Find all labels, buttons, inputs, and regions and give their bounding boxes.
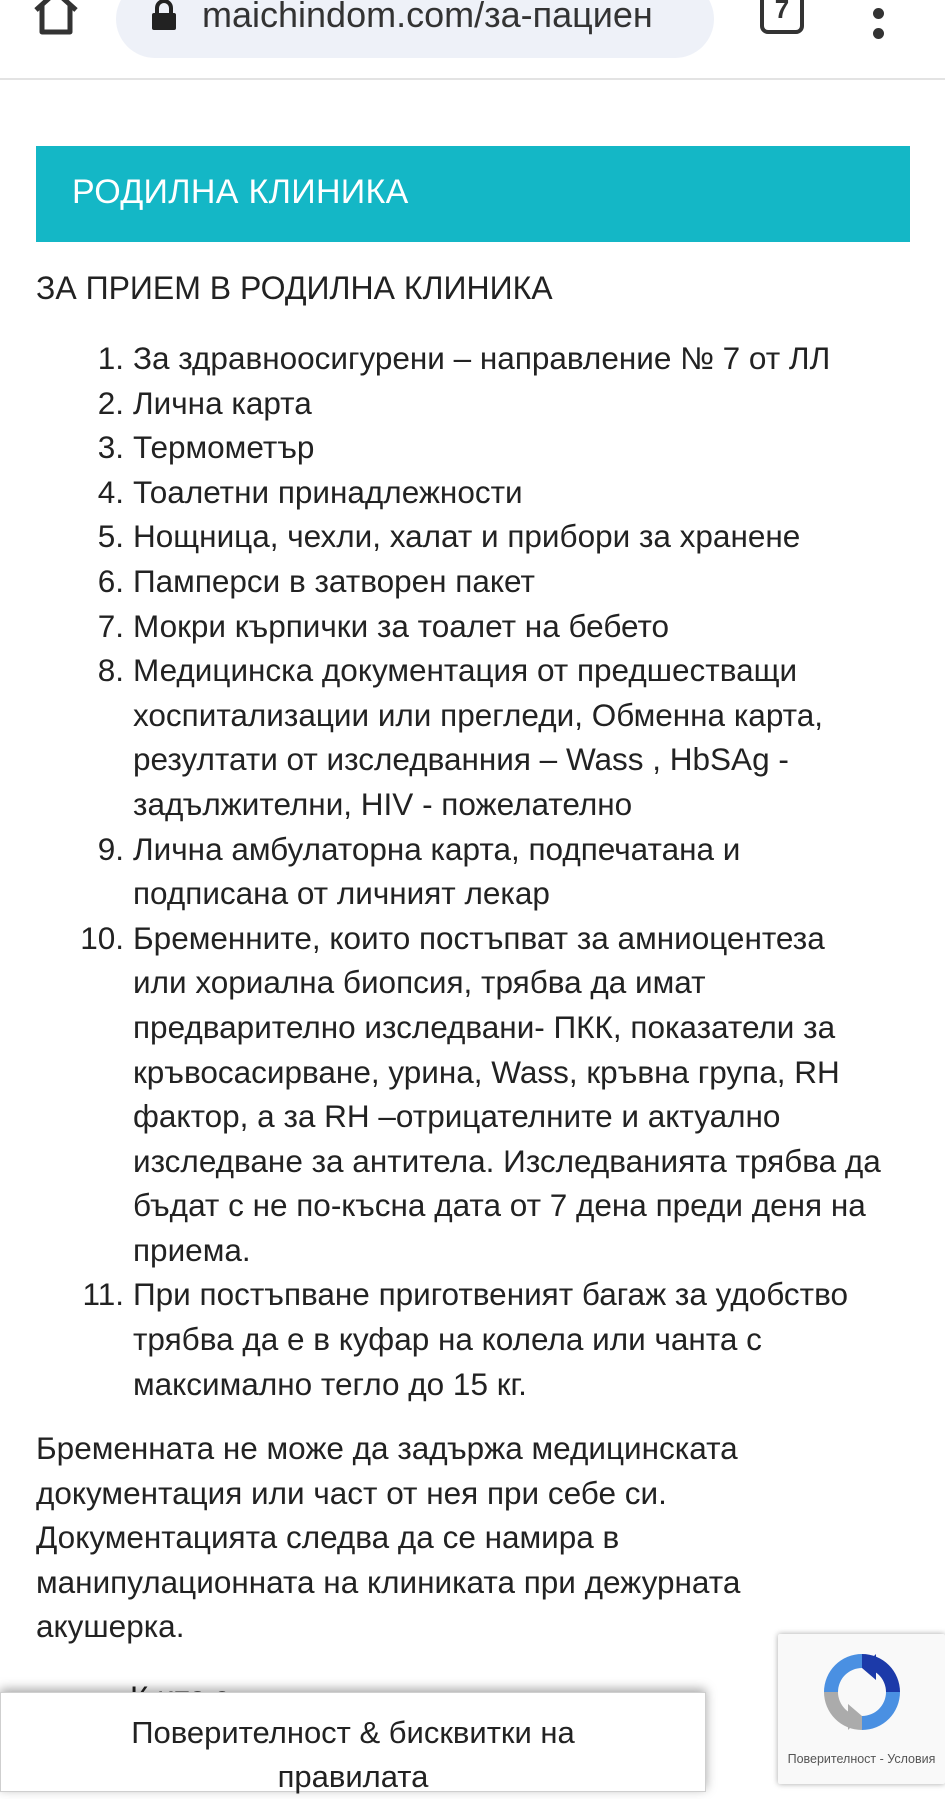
list-item bbox=[36, 604, 906, 649]
list-item-number: 8. bbox=[97, 652, 124, 689]
list-item bbox=[36, 470, 906, 515]
section-title: РОДИЛНА КЛИНИКА bbox=[72, 173, 409, 211]
admission-heading: ЗА ПРИЕМ В РОДИЛНА КЛИНИКА bbox=[36, 270, 553, 306]
paragraph-line: документация или част от нея при себе си. bbox=[36, 1474, 667, 1511]
list-item-text-line: Памперси в затворен пакет bbox=[133, 562, 535, 599]
address-bar[interactable] bbox=[116, 0, 714, 58]
documentation-paragraph bbox=[36, 1426, 906, 1649]
list-item-text-line: подписана от личният лекар bbox=[133, 875, 550, 912]
tab-switcher-button[interactable]: 7 bbox=[760, 0, 804, 34]
cookie-banner-line1: Поверителност & бисквитки на bbox=[131, 1715, 575, 1750]
list-item-text-line: Лична амбулаторна карта, подпечатана и bbox=[133, 830, 741, 867]
list-item-number: 1. bbox=[97, 340, 124, 376]
list-item-text-line: задължителни, HIV - пожелателно bbox=[133, 785, 633, 822]
list-item-number: 7. bbox=[97, 607, 124, 644]
list-item-text-line: кръвосасирване, урина, Wass, кръвна група, RH bbox=[133, 1053, 840, 1090]
list-item-text-line: предварително изследвани- ПКК, показатели за bbox=[133, 1008, 836, 1045]
list-item bbox=[36, 1272, 906, 1406]
more-options-icon[interactable] bbox=[866, 0, 890, 42]
list-item-text-line: фактор, а за RH –отрицателните и актуално bbox=[133, 1098, 781, 1135]
list-item-number: 2. bbox=[97, 384, 124, 421]
list-item-text-line: бъдат с не по-късна дата от 7 дена преди деня на bbox=[133, 1187, 866, 1224]
list-item bbox=[36, 514, 906, 559]
browser-toolbar bbox=[0, 0, 945, 80]
list-item bbox=[36, 916, 906, 1273]
list-item bbox=[36, 648, 906, 826]
recaptcha-privacy-terms-link[interactable]: Поверителност - Условия bbox=[787, 1752, 936, 1766]
list-item-text-line: Бременните, които постъпват за амниоцентеза bbox=[133, 919, 825, 956]
list-item-text-line: Нощница, чехли, халат и прибори за хранене bbox=[133, 518, 801, 555]
paragraph-line: акушерка. bbox=[36, 1608, 185, 1645]
list-item-text-line: максимално тегло до 15 кг. bbox=[133, 1365, 527, 1402]
list-item-text-line: Тоалетни принадлежности bbox=[133, 473, 523, 510]
list-item-number: 6. bbox=[97, 562, 124, 599]
list-item-number: 11. bbox=[82, 1276, 124, 1313]
paragraph-line: Документацията следва да се намира в bbox=[36, 1519, 620, 1556]
list-item-text-line: Лична карта bbox=[133, 384, 312, 421]
list-item-text-line: За здравноосигурени – направление № 7 от ЛЛ bbox=[133, 340, 831, 376]
list-item bbox=[36, 827, 906, 916]
list-item-text-line: хоспитализации или прегледи, Обменна карта, bbox=[133, 696, 823, 733]
list-item bbox=[36, 559, 906, 604]
list-item-text-line: При постъпване приготвеният багаж за удобство bbox=[133, 1276, 848, 1313]
list-item-number: 9. bbox=[97, 830, 124, 867]
section-header-bar bbox=[36, 146, 910, 242]
recaptcha-badge[interactable] bbox=[778, 1634, 945, 1784]
cookie-banner-line2: правилата bbox=[277, 1759, 429, 1794]
list-item-text-line: Термометър bbox=[133, 429, 315, 466]
requirements-list bbox=[36, 336, 906, 1406]
list-item bbox=[36, 381, 906, 426]
list-item-text-line: резултати от изследванния – Wass , HbSAg - bbox=[133, 741, 789, 778]
list-item bbox=[36, 425, 906, 470]
recaptcha-icon bbox=[816, 1646, 908, 1738]
list-item-text-line: или хориална биопсия, трябва да имат bbox=[133, 964, 706, 1001]
list-item-text-line: изследване за антитела. Изследванията трябва да bbox=[133, 1142, 881, 1179]
lock-icon bbox=[150, 0, 178, 30]
list-item-text-line: Медицинска документация от предшестващи bbox=[133, 652, 798, 689]
list-item-number: 10. bbox=[80, 919, 124, 956]
url-text: maichindom.com/за-пациен bbox=[202, 0, 653, 35]
paragraph-line: Бременната не може да задържа медицинската bbox=[36, 1430, 738, 1466]
list-item-text-line: трябва да е в куфар на колела или чанта с bbox=[133, 1321, 762, 1358]
cookie-policy-banner[interactable] bbox=[0, 1692, 706, 1792]
list-item-number: 4. bbox=[97, 473, 124, 510]
list-item-text-line: приема. bbox=[133, 1231, 251, 1268]
list-item-number: 5. bbox=[97, 518, 124, 555]
list-item-number: 3. bbox=[97, 429, 124, 466]
home-icon[interactable] bbox=[30, 0, 82, 38]
list-item bbox=[36, 336, 906, 381]
list-item-text-line: Мокри кърпички за тоалет на бебето bbox=[133, 607, 670, 644]
paragraph-line: манипулационната на клиниката при дежурната bbox=[36, 1563, 741, 1600]
